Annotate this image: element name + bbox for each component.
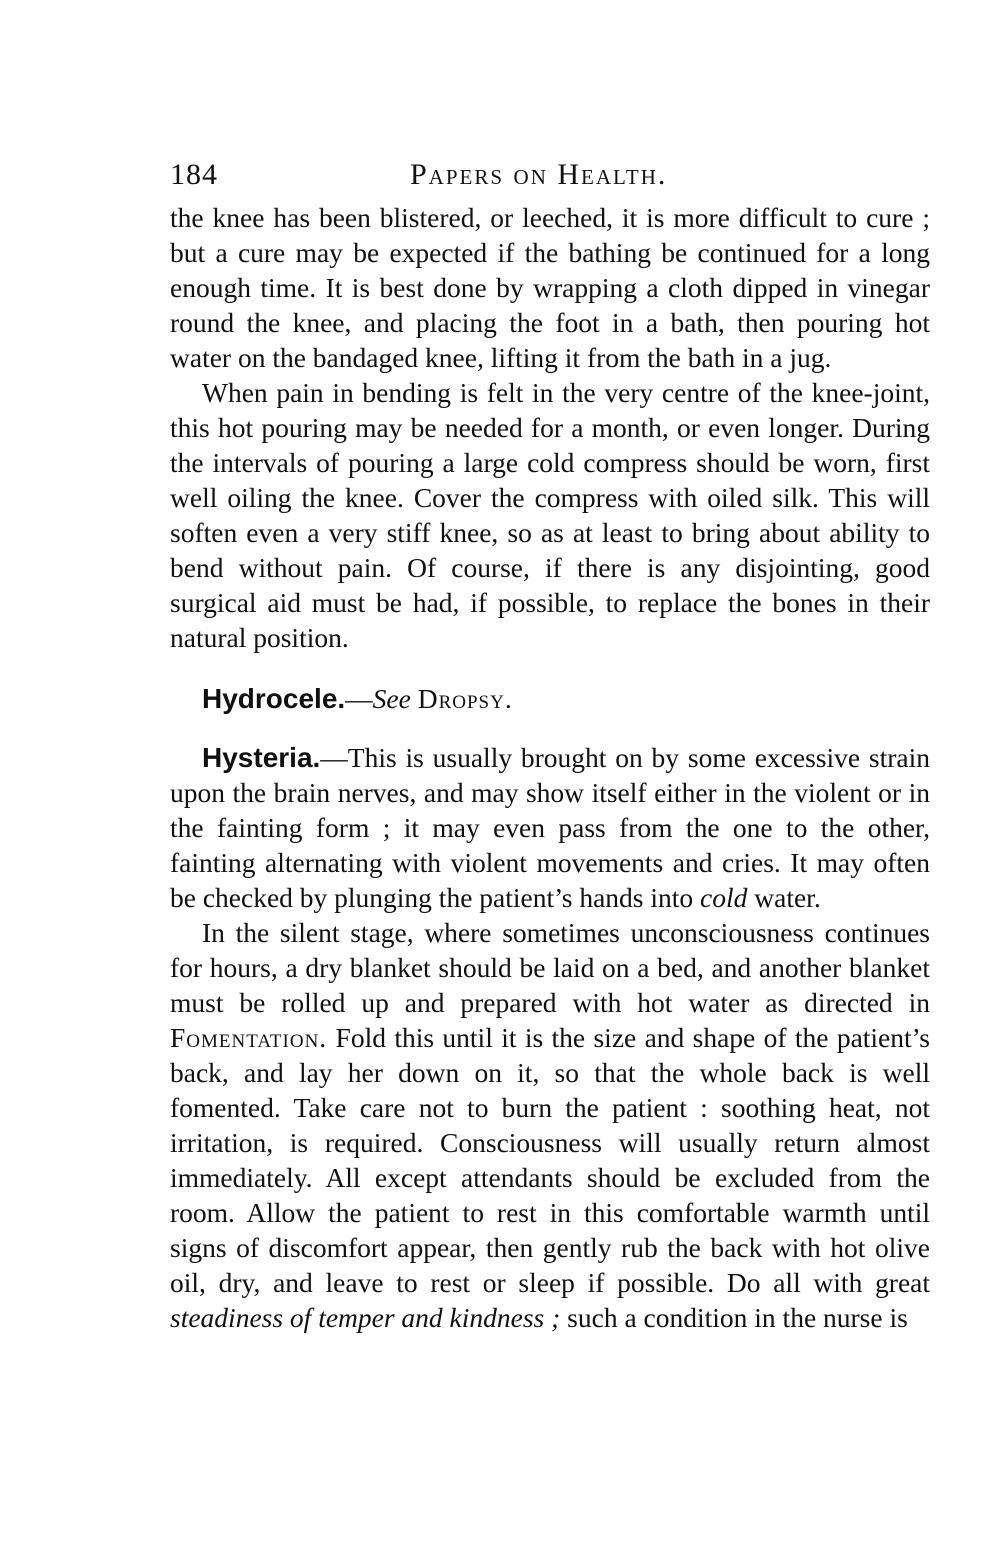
paragraph-knee-continued: the knee has been blistered, or leeched, it is more difficult to cure ; but a cure may be expected if the bathing be continued for a long enough time. It is best done by wrapping a cloth dipped in vinegar round the knee, and placing the foot in a bath, then pouring hot water on the bandaged knee, lifting it from the bath in a jug. xyxy=(170,202,930,373)
running-head xyxy=(170,140,930,200)
silent-stage-text-b: Fold this until it is the size and shape of the patient’s back, and lay her down on it, so that the whole back is well fomented. Take care not to burn the patient : soothing heat, not irritation, is required. Consciousness will usually return almost immediately. All except attendants should be excluded from the room. Allow the patient to rest in this comfortable warmth until signs of discomfort appear, then gently rub the back with hot olive oil, dry, and leave to rest or sleep if possible. Do all with great xyxy=(170,1022,930,1298)
book-page xyxy=(170,140,930,1335)
silent-stage-emphasis: steadiness of temper and kindness ; xyxy=(170,1302,561,1333)
hysteria-text-a: —This is usually brought on by some excessive strain upon the brain nerves, and may show itself either in the violent or in the fainting form ; it may even pass from the one to the other, fainting alternating with violent movements and cries. It may often be checked by plunging the patient’s hands into xyxy=(170,742,930,913)
running-title: Papers on Health. xyxy=(410,158,668,191)
paragraph-knee-joint: When pain in bending is felt in the very centre of the knee-joint, this hot pouring may be needed for a month, or even longer. During the intervals of pouring a large cold compress should be worn, first well oiling the knee. Cover the compress with oiled silk. This will soften even a very stiff knee, so as at least to bring about ability to bend without pain. Of course, if there is any disjointing, good surgical aid must be had, if possible, to replace the bones in their natural position. xyxy=(170,377,930,653)
hydrocele-dash: — xyxy=(345,683,373,714)
entry-hydrocele xyxy=(170,681,930,716)
hydrocele-line xyxy=(170,681,930,716)
hydrocele-heading: Hydrocele. xyxy=(202,683,346,714)
silent-stage-text-a: In the silent stage, where sometimes unconsciousness continues for hours, a dry blanket should be laid on a bed, and another blanket must be rolled up and prepared with hot water as directed in xyxy=(170,917,930,1018)
paragraph-hysteria-intro xyxy=(170,740,930,915)
hydrocele-cross-reference: Dropsy. xyxy=(417,683,513,714)
hysteria-heading: Hysteria. xyxy=(202,742,321,773)
paragraph-silent-stage xyxy=(170,915,930,1335)
fomentation-cross-reference: Fomentation. xyxy=(170,1022,328,1053)
hysteria-emphasis-cold: cold xyxy=(700,882,748,913)
entry-hysteria xyxy=(170,740,930,1335)
hysteria-text-b: water. xyxy=(747,882,821,913)
page-number: 184 xyxy=(170,158,218,191)
hydrocele-see: See xyxy=(372,683,411,714)
silent-stage-text-c: such a condition in the nurse is xyxy=(560,1302,908,1333)
